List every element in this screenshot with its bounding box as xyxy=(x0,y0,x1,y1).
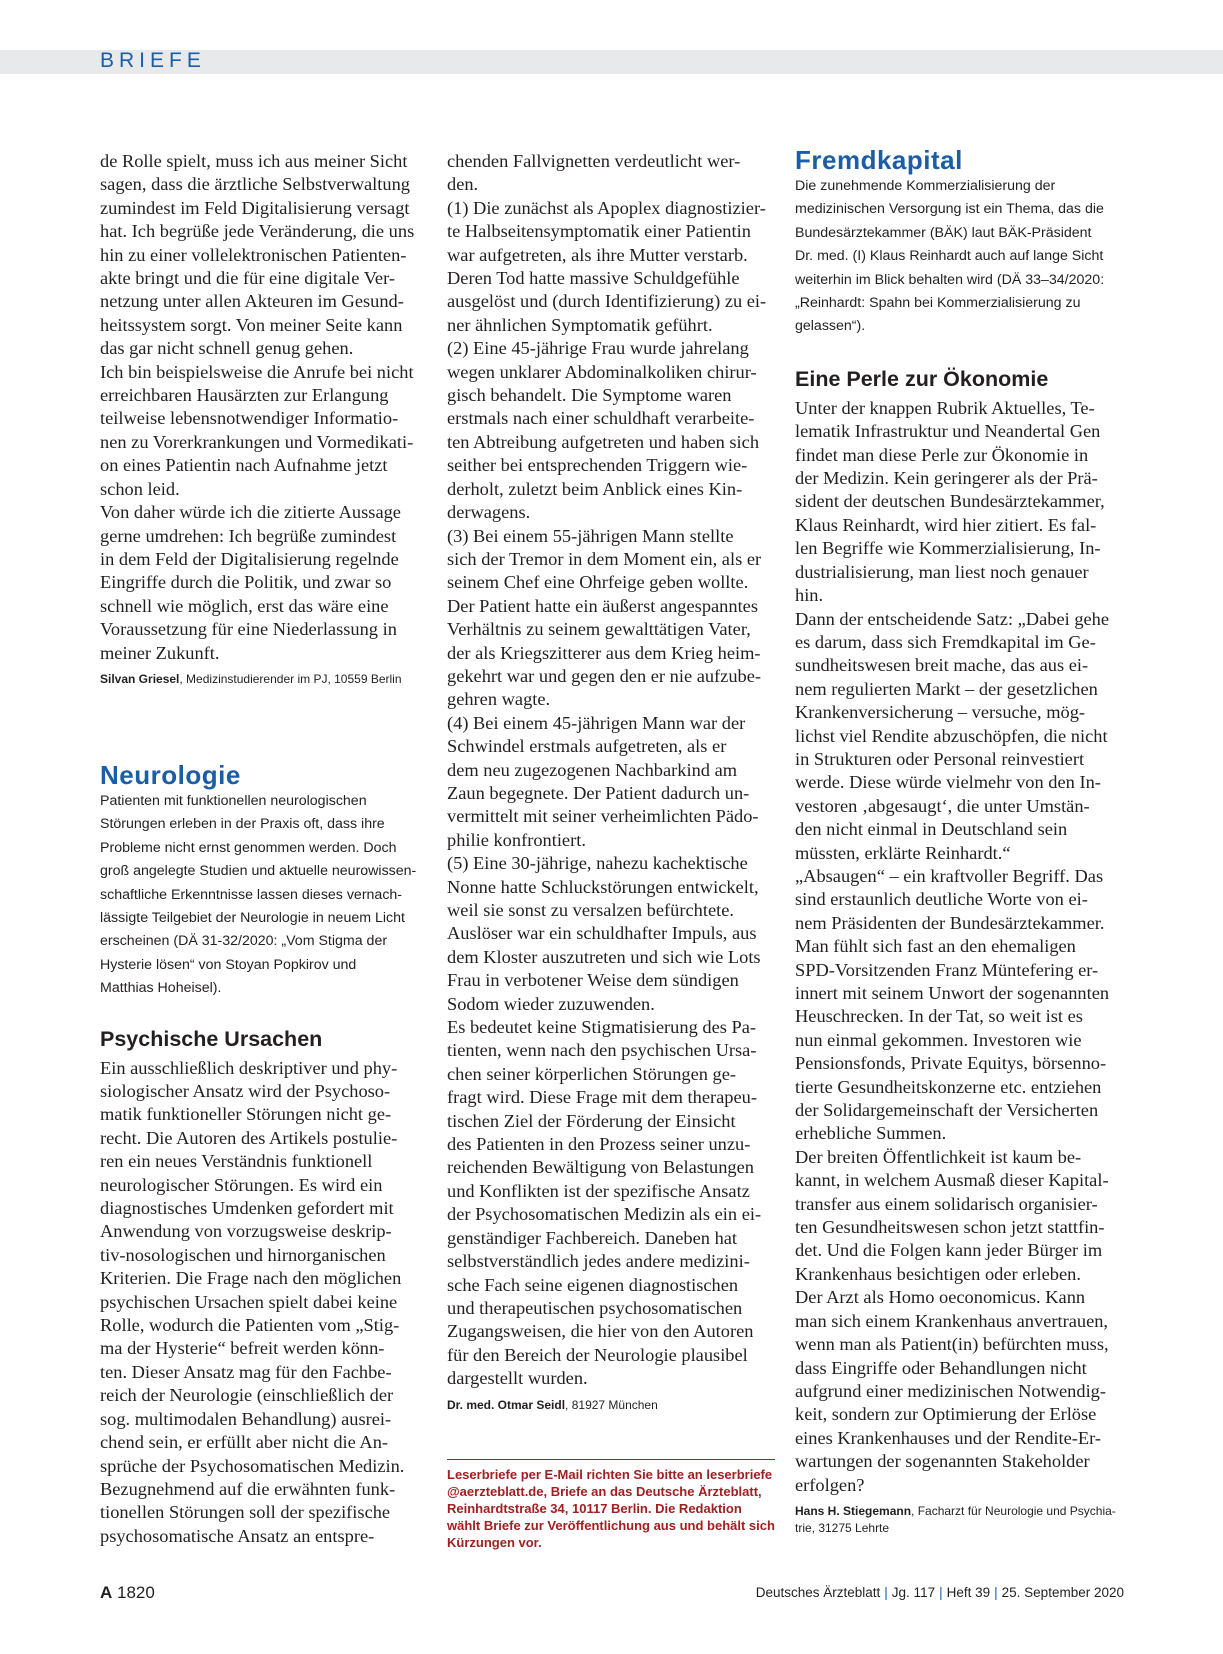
text-line: gehren wagte. xyxy=(447,689,551,710)
text-line: seither bei entsprechenden Triggern wie- xyxy=(447,455,748,476)
text-line: erfolgen? xyxy=(795,1474,865,1495)
text-line: für den Bereich der Neurologie plausibel xyxy=(447,1344,748,1365)
text-line: gerne umdrehen: Ich begrüße zumindest xyxy=(100,525,397,546)
letter-2-signature xyxy=(447,1396,777,1414)
text-line: Von daher würde ich die zitierte Aussage xyxy=(100,502,401,523)
text-line: SPD-Vorsitzenden Franz Müntefering er- xyxy=(795,959,1099,980)
text-line: nem regulierten Markt – der gesetzlichen xyxy=(795,678,1098,699)
article-heading-fremdkapital: Fremdkapital xyxy=(795,145,963,175)
text-line: ausgelöst und (durch Identifizierung) zu ei- xyxy=(447,291,767,312)
text-line: reichenden Bewältigung von Belastungen xyxy=(447,1157,754,1178)
author-details: , Medizinstudierender im PJ, 10559 Berlin xyxy=(179,671,402,686)
text-line: schnell wie möglich, erst das wäre eine xyxy=(100,595,389,616)
letter-2-body-continued xyxy=(447,150,777,1391)
text-line: seinem Chef eine Ohrfeige geben wollte. xyxy=(447,572,749,593)
text-line: (1) Die zunächst als Apoplex diagnostizier- xyxy=(447,197,766,218)
author-details: , Facharzt für Neurologie und Psychia- xyxy=(911,1503,1116,1518)
text-line: Der Arzt als Homo oeconomicus. Kann xyxy=(795,1287,1086,1308)
column-2 xyxy=(447,150,777,1414)
text-line: te Halbseitensymptomatik einer Patientin xyxy=(447,221,751,242)
text-line: hin. xyxy=(795,585,824,606)
text-line: ren ein neues Verständnis funktionell xyxy=(100,1151,373,1172)
text-line: den. xyxy=(447,174,479,195)
letter-2-body xyxy=(100,1057,430,1549)
text-line: Pensionsfonds, Private Equitys, börsenno- xyxy=(795,1053,1107,1074)
text-line: erstmals nach einer schuldhaft verarbeite- xyxy=(447,408,755,429)
text-line: Dr. med. (I) Klaus Reinhardt auch auf lange Sicht xyxy=(795,248,1104,265)
article-heading-neurologie: Neurologie xyxy=(100,759,241,790)
text-line: dem Kloster auszutreten und sich wie Lots xyxy=(447,946,761,967)
text-line: (2) Eine 45-jährige Frau wurde jahrelang xyxy=(447,338,749,359)
text-line: ten. Dieser Ansatz mag für den Fachbe- xyxy=(100,1361,392,1382)
text-line: gisch behandelt. Die Symptome waren xyxy=(447,385,732,406)
text-line: Frau in verbotener Weise dem sündigen xyxy=(447,970,739,991)
text-line: der Solidargemeinschaft der Versicherten xyxy=(795,1100,1099,1121)
text-line: vestoren ‚abgesaugt‘, die unter Umstän- xyxy=(795,795,1090,816)
text-line: in Strukturen oder Personal reinvestiert xyxy=(795,748,1085,769)
text-line: tierte Gesundheitskonzerne etc. entziehen xyxy=(795,1076,1102,1097)
text-line: Probleme nicht ernst genommen werden. Doch xyxy=(100,839,397,856)
text-line: eines Krankenhauses und der Rendite-Er- xyxy=(795,1427,1102,1448)
text-line: Sodom wieder zuzuwenden. xyxy=(447,993,655,1014)
text-line: philie konfrontiert. xyxy=(447,829,586,850)
text-line: tionellen Störungen soll der spezifische xyxy=(100,1502,391,1523)
text-line: genständiger Fachbereich. Daneben hat xyxy=(447,1227,738,1248)
text-line: Störungen erleben in der Praxis oft, dass ihre xyxy=(100,816,385,833)
letter-3-body xyxy=(795,397,1125,1497)
text-line: Unter der knappen Rubrik Aktuelles, Te- xyxy=(795,397,1095,418)
text-line: weil sie sonst zu versalzen befürchtete. xyxy=(447,900,734,920)
text-line: hin zu einer vollelektronischen Patienten- xyxy=(100,244,407,265)
text-line: Die zunehmende Kommerzialisierung der xyxy=(795,178,1056,194)
text-line: (4) Bei einem 45-jährigen Mann war der xyxy=(447,712,746,733)
text-line: das gar nicht schnell genug gehen. xyxy=(100,338,354,359)
author-details: , 81927 München xyxy=(565,1397,658,1412)
text-line: Rolle, wodurch die Patienten vom „Stig- xyxy=(100,1315,400,1336)
date: 25. September 2020 xyxy=(1001,1585,1124,1600)
text-line: (5) Eine 30-jährige, nahezu kachektische xyxy=(447,853,748,874)
page-number xyxy=(100,1583,155,1603)
text-line: Ein ausschließlich deskriptiver und phy- xyxy=(100,1057,398,1078)
text-line: erreichbaren Hausärzten zur Erlangung xyxy=(100,385,389,406)
column-3 xyxy=(795,145,1125,1537)
text-line: Dann der entscheidende Satz: „Dabei gehe xyxy=(795,608,1110,629)
text-line: werde. Diese würde vielmehr von den In- xyxy=(795,772,1101,793)
text-line: tiv-nosologischen und hirnorganischen xyxy=(100,1244,386,1265)
text-line: Klaus Reinhardt, wird hier zitiert. Es fal- xyxy=(795,514,1097,535)
text-line: tischen Ziel der Förderung der Einsicht xyxy=(447,1110,736,1131)
text-line: der Medizin. Kein geringerer als der Prä- xyxy=(795,468,1098,489)
text-line: tienten, wenn nach den psychischen Ursa- xyxy=(447,1040,757,1061)
issue: Heft 39 xyxy=(946,1585,991,1600)
text-line: ner ähnlichen Symptomatik geführt. xyxy=(447,314,713,335)
text-line: chenden Fallvignetten verdeutlicht wer- xyxy=(447,151,741,171)
text-line: Voraussetzung für eine Niederlassung in xyxy=(100,619,397,640)
letter-3-signature-line-2: trie, 31275 Lehrte xyxy=(795,1520,890,1535)
text-line: Patienten mit funktionellen neurologischen xyxy=(100,792,367,809)
text-line: weiterhin im Blick behalten wird (DÄ 33–34/2020: xyxy=(795,271,1105,288)
text-line: Matthias Hoheisel). xyxy=(100,980,222,997)
text-line: Zaun begegnete. Der Patient dadurch un- xyxy=(447,782,750,803)
text-line: zumindest im Feld Digitalisierung versagt xyxy=(100,197,410,218)
text-line: lässigte Teilgebiet der Neurologie in neuem Licht xyxy=(100,909,405,926)
text-line: (3) Bei einem 55-jährigen Mann stellte xyxy=(447,525,734,546)
text-line: des Patienten in den Prozess seiner unzu- xyxy=(447,1134,751,1155)
separator: | xyxy=(994,1585,998,1600)
text-line: Auslöser war ein schuldhafter Impuls, aus xyxy=(447,923,757,944)
text-line: recht. Die Autoren des Artikels postulie- xyxy=(100,1127,398,1148)
page-number-value: 1820 xyxy=(117,1583,155,1602)
text-line: diagnostisches Umdenken gefordert mit xyxy=(100,1198,394,1219)
text-line: psychosomatische Ansatz an entspre- xyxy=(100,1525,375,1546)
text-line: len Begriffe wie Kommerzialisierung, In- xyxy=(795,538,1101,559)
text-line: schon leid. xyxy=(100,478,180,499)
article-summary xyxy=(795,175,1125,339)
text-line: kannt, in welchem Ausmaß dieser Kapital- xyxy=(795,1170,1109,1191)
separator: | xyxy=(884,1585,888,1600)
letter-2-title: Psychische Ursachen xyxy=(100,1026,323,1051)
text-line: erscheinen (DÄ 31-32/2020: „Vom Stigma der xyxy=(100,933,388,950)
text-line: derwagens. xyxy=(447,502,531,523)
text-line: dargestellt wurden. xyxy=(447,1368,588,1389)
text-line: dass Eingriffe oder Behandlungen nicht xyxy=(795,1357,1087,1378)
text-line: Krankenversicherung – versuche, mög- xyxy=(795,702,1086,723)
text-line: fragt wird. Diese Frage mit dem therapeu- xyxy=(447,1087,757,1108)
text-line: psychischen Ursachen spielt dabei keine xyxy=(100,1291,398,1312)
text-line: Der Patient hatte ein äußerst angespanntes xyxy=(447,595,758,616)
text-line: siologischer Ansatz wird der Psychoso- xyxy=(100,1081,391,1101)
text-line: in dem Feld der Digitalisierung regelnde xyxy=(100,548,399,569)
text-line: müssten, erklärte Reinhardt.“ xyxy=(795,842,1011,863)
text-line: det. Und die Folgen kann jeder Bürger im xyxy=(795,1240,1103,1261)
article-summary xyxy=(100,790,430,1001)
text-line: nen zu Vorerkrankungen und Vormedikati- xyxy=(100,431,414,452)
volume: Jg. 117 xyxy=(891,1585,936,1600)
text-line: sche Fach seine eigenen diagnostischen xyxy=(447,1274,739,1295)
text-line: Eingriffe durch die Politik, und zwar so xyxy=(100,572,392,593)
text-line: sog. multimodalen Behandlung) ausrei- xyxy=(100,1408,392,1429)
text-line: wenn man als Patient(in) befürchten muss, xyxy=(795,1334,1109,1355)
text-line: ma der Hysterie“ befreit werden könn- xyxy=(100,1338,385,1359)
text-line: nem Präsidenten der Bundesärztekammer. xyxy=(795,912,1105,933)
text-line: und Konflikten ist der spezifische Ansatz xyxy=(447,1180,750,1201)
text-line: dem neu zugezogenen Nachbarkind am xyxy=(447,759,738,780)
text-line: den nicht einmal in Deutschland sein xyxy=(795,819,1068,840)
text-line: erhebliche Summen. xyxy=(795,1123,947,1144)
text-line: heitssystem sorgt. Von meiner Seite kann xyxy=(100,314,403,335)
text-line: es darum, dass sich Fremdkapital im Ge- xyxy=(795,631,1096,652)
text-line: sident der deutschen Bundesärztekammer, xyxy=(795,491,1105,512)
text-line: sagen, dass die ärztliche Selbstverwaltung xyxy=(100,174,410,195)
text-line: sprüche der Psychosomatischen Medizin. xyxy=(100,1455,405,1476)
text-line: sind erstaunlich deutliche Worte von ei- xyxy=(795,889,1088,910)
column-1 xyxy=(100,150,430,1548)
text-line: ten Abtreibung aufgetreten und haben sich xyxy=(447,431,760,452)
text-line: ten Gesundheitswesen schon jetzt stattfin- xyxy=(795,1217,1105,1238)
text-line: Heuschrecken. In der Tat, so weit ist es xyxy=(795,1006,1083,1027)
text-line: reich der Neurologie (einschließlich der xyxy=(100,1385,394,1406)
text-line: Verhältnis zu seinem gewalttätigen Vater, xyxy=(447,619,751,640)
text-line: gelassen“). xyxy=(795,318,866,335)
text-line: Krankenhaus besichtigen oder erleben. xyxy=(795,1263,1081,1284)
text-line: dustrialisierung, man liest noch genauer xyxy=(795,561,1089,582)
text-line: Reinhardtstraße 34, 10117 Berlin. Die Redaktion xyxy=(447,1501,742,1516)
text-line: Deren Tod hatte massive Schuldgefühle xyxy=(447,268,740,289)
text-line: und therapeutischen psychosomatischen xyxy=(447,1297,743,1318)
text-line: de Rolle spielt, muss ich aus meiner Sicht xyxy=(100,151,408,171)
text-line: Leserbriefe per E-Mail richten Sie bitte an leserbriefe xyxy=(447,1467,773,1482)
author-name: Dr. med. Otmar Seidl xyxy=(447,1397,566,1412)
separator: | xyxy=(939,1585,943,1600)
text-line: meiner Zukunft. xyxy=(100,642,220,663)
text-line: schaftliche Erkenntnisse lassen dieses vernach- xyxy=(100,886,403,903)
page-prefix: A xyxy=(100,1583,113,1602)
text-line: teilweise lebensnotwendiger Informatio- xyxy=(100,408,399,429)
text-line: „Absaugen“ – ein kraftvoller Begriff. Das xyxy=(795,865,1104,886)
text-line: sundheitswesen breit mache, das aus ei- xyxy=(795,655,1089,676)
text-line: hat. Ich begrüße jede Veränderung, die uns xyxy=(100,221,415,242)
letter-3-signature xyxy=(795,1502,1125,1520)
text-line: innert mit seinem Unwort der sogenannten xyxy=(795,983,1110,1003)
text-line: nun einmal gekommen. Investoren wie xyxy=(795,1029,1082,1050)
text-line: Kürzungen vor. xyxy=(447,1535,542,1550)
text-line: „Reinhardt: Spahn bei Kommerzialisierung zu xyxy=(795,295,1081,312)
text-line: Man fühlt sich fast an den ehemaligen xyxy=(795,936,1076,957)
text-line: lichst viel Rendite abzuschöpfen, die nicht xyxy=(795,725,1108,746)
section-label: BRIEFE xyxy=(100,49,206,72)
text-line: wegen unklarer Abdominalkoliken chirur- xyxy=(447,361,757,382)
text-line: @aerzteblatt.de, Briefe an das Deutsche Ärzteblatt, xyxy=(447,1484,762,1499)
author-name: Silvan Griesel xyxy=(100,671,180,686)
text-line: findet man diese Perle zur Ökonomie in xyxy=(795,444,1089,465)
text-line: vermittelt mit seiner verheimlichten Pädo- xyxy=(447,806,759,827)
text-line: groß angelegte Studien und aktuelle neurowissen- xyxy=(100,863,417,880)
text-line: der als Kriegszitterer aus dem Krieg heim- xyxy=(447,642,761,663)
text-line: wartungen der sogenannten Stakeholder xyxy=(795,1451,1090,1472)
text-line: Anwendung von vorzugsweise deskrip- xyxy=(100,1221,392,1242)
text-line: Ich bin beispielsweise die Anrufe bei nicht xyxy=(100,361,414,382)
text-line: neurologischer Störungen. Es wird ein xyxy=(100,1174,383,1195)
text-line: akte bringt und die für eine digitale Ver- xyxy=(100,268,395,289)
text-line: chen seiner körperlichen Störungen ge- xyxy=(447,1063,737,1084)
text-line: lematik Infrastruktur und Neandertal Gen xyxy=(795,421,1101,442)
text-line: Kriterien. Die Frage nach den möglichen xyxy=(100,1268,402,1289)
submission-notice xyxy=(447,1459,775,1551)
text-line: Der breiten Öffentlichkeit ist kaum be- xyxy=(795,1146,1082,1167)
text-line: aufgrund einer medizinischen Notwendig- xyxy=(795,1380,1107,1401)
text-line: Es bedeutet keine Stigmatisierung des Pa- xyxy=(447,1017,756,1038)
text-line: wählt Briefe zur Veröffentlichung aus und behält sich xyxy=(447,1518,775,1533)
text-line: selbstverständlich jedes andere medizini- xyxy=(447,1251,750,1272)
text-line: der Psychosomatischen Medizin als ein ei- xyxy=(447,1204,762,1225)
text-line: medizinischen Versorgung ist ein Thema, das die xyxy=(795,201,1104,218)
text-line: Schwindel erstmals aufgetreten, als er xyxy=(447,736,727,757)
text-line: man sich einem Krankenhaus anvertrauen, xyxy=(795,1310,1109,1331)
text-line: Nonne hatte Schluckstörungen entwickelt, xyxy=(447,876,759,897)
text-line: Zugangsweisen, die hier von den Autoren xyxy=(447,1321,754,1342)
text-line: Bezugnehmend auf die erwähnten funk- xyxy=(100,1478,396,1499)
letter-1-body xyxy=(100,150,430,665)
text-line: matik funktioneller Störungen nicht ge- xyxy=(100,1104,392,1125)
text-line: Bundesärztekammer (BÄK) laut BÄK-Präsident xyxy=(795,224,1092,241)
text-line: on eines Patientin nach Aufnahme jetzt xyxy=(100,455,388,476)
letter-3-title: Eine Perle zur Ökonomie xyxy=(795,366,1049,391)
text-line: Hysterie lösen“ von Stoyan Popkirov und xyxy=(100,956,357,973)
text-line: sich der Tremor in dem Moment ein, als er xyxy=(447,548,762,569)
text-line: netzung unter allen Akteuren im Gesund- xyxy=(100,291,404,312)
author-name: Hans H. Stiegemann xyxy=(795,1503,912,1518)
text-line: gekehrt war und gegen den er nie aufzube- xyxy=(447,665,762,686)
text-line: chend sein, er erfüllt aber nicht die An- xyxy=(100,1432,389,1453)
notice-text xyxy=(447,1466,775,1551)
text-line: keit, sondern zur Optimierung der Erlöse xyxy=(795,1404,1097,1425)
letter-1-signature xyxy=(100,670,430,688)
text-line: derholt, zuletzt beim Anblick eines Kin- xyxy=(447,478,743,499)
journal-name: Deutsches Ärzteblatt xyxy=(755,1585,881,1600)
text-line: transfer aus einem solidarisch organisier- xyxy=(795,1193,1098,1214)
text-line: war aufgetreten, als ihre Mutter verstarb. xyxy=(447,244,748,265)
footer-citation xyxy=(756,1585,1124,1600)
